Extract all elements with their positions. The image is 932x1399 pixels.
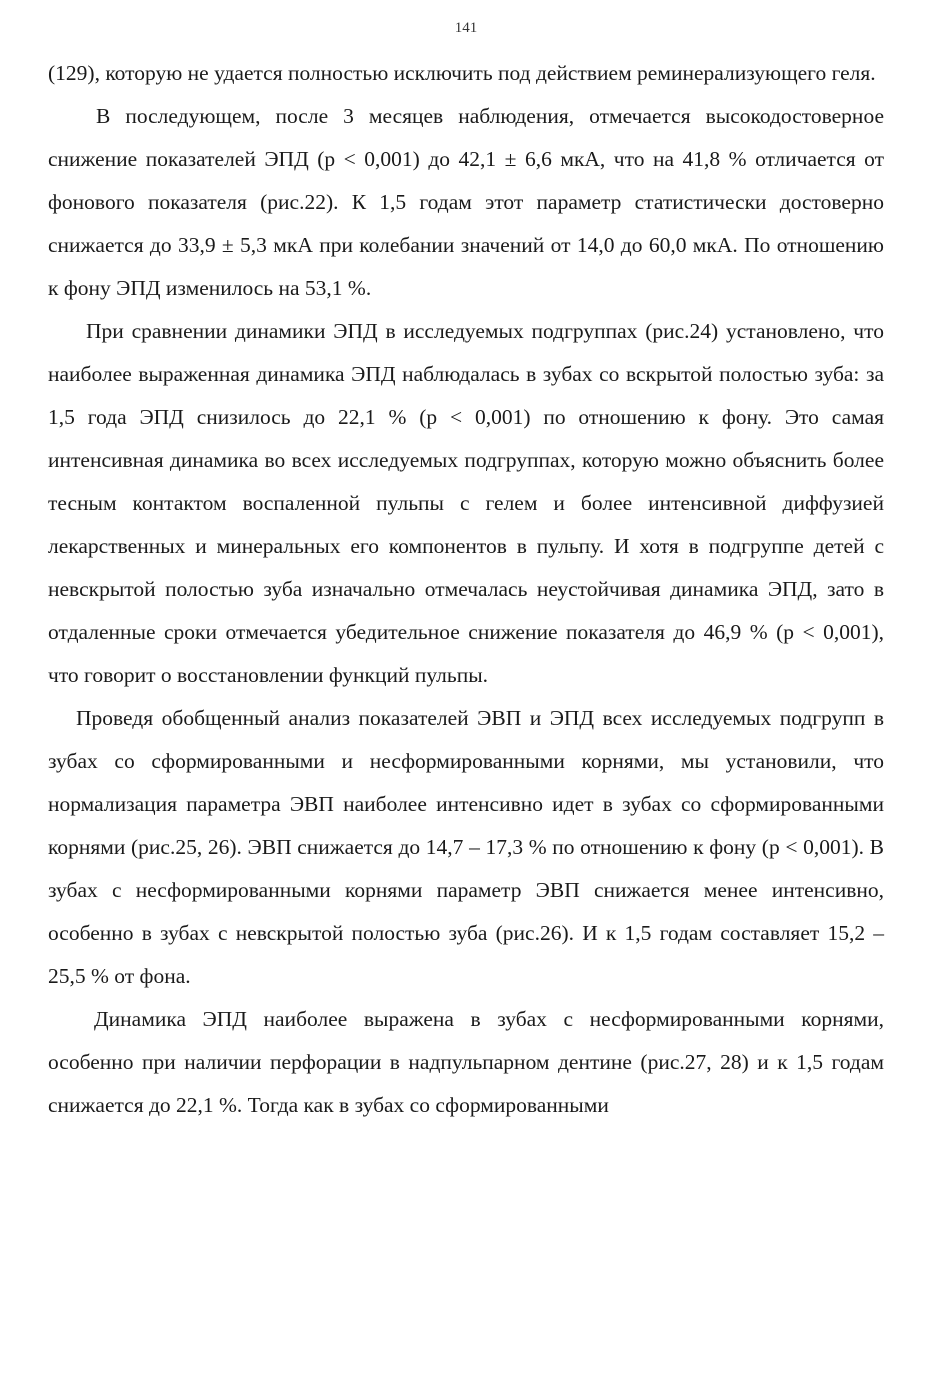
paragraph-continuation: (129), которую не удается полностью исключить под действием реминерализующего геля. [48, 61, 876, 85]
paragraph-epd-dynamics: Динамика ЭПД наиболее выражена в зубах с несформированными корнями, особенно при наличии перфорации в надпульпарном дентине (рис.27, 28) и к 1,5 годам снижается до 22,1 %. Тогда как в зубах со сформированными [48, 1007, 884, 1117]
document-body [48, 52, 884, 1127]
paragraph-generalized-analysis: Проведя обобщенный анализ показателей ЭВП и ЭПД всех исследуемых подгрупп в зубах со сформированными и несформированными корнями, мы установили, что нормализация параметра ЭВП наиболее интенсивно идет в зубах со сформированными корнями (рис.25, 26). ЭВП снижается до 14,7 – 17,3 % по отношению к фону (р < 0,001). В зубах с несформированными корнями параметр ЭВП снижается менее интенсивно, особенно в зубах с невскрытой полостью зуба (рис.26). И к 1,5 годам составляет 15,2 – 25,5 % от фона. [48, 706, 884, 988]
page-number: 141 [454, 20, 478, 36]
paragraph-epd-3-months: В последующем, после 3 месяцев наблюдения, отмечается высокодостоверное снижение показателей ЭПД (р < 0,001) до 42,1 ± 6,6 мкА, что на 41,8 % отличается от фонового показателя (рис.22). К 1,5 годам этот параметр статистически достоверно снижается до 33,9 ± 5,3 мкА при колебании значений от 14,0 до 60,0 мкА. По отношению к фону ЭПД изменилось на 53,1 %. [48, 104, 884, 300]
paragraph-subgroup-comparison: При сравнении динамики ЭПД в исследуемых подгруппах (рис.24) установлено, что наиболее выраженная динамика ЭПД наблюдалась в зубах со вскрытой полостью зуба: за 1,5 года ЭПД снизилось до 22,1 % (р < 0,001) по отношению к фону. Это самая интенсивная динамика во всех исследуемых подгруппах, которую можно объяснить более тесным контактом воспаленной пульпы с гелем и более интенсивной диффузией лекарственных и минеральных его компонентов в пульпу. И хотя в подгруппе детей с невскрытой полостью зуба изначально отмечалась неустойчивая динамика ЭПД, зато в отдаленные сроки отмечается убедительное снижение показателя до 46,9 % (р < 0,001), что говорит о восстановлении функций пульпы. [48, 319, 884, 687]
